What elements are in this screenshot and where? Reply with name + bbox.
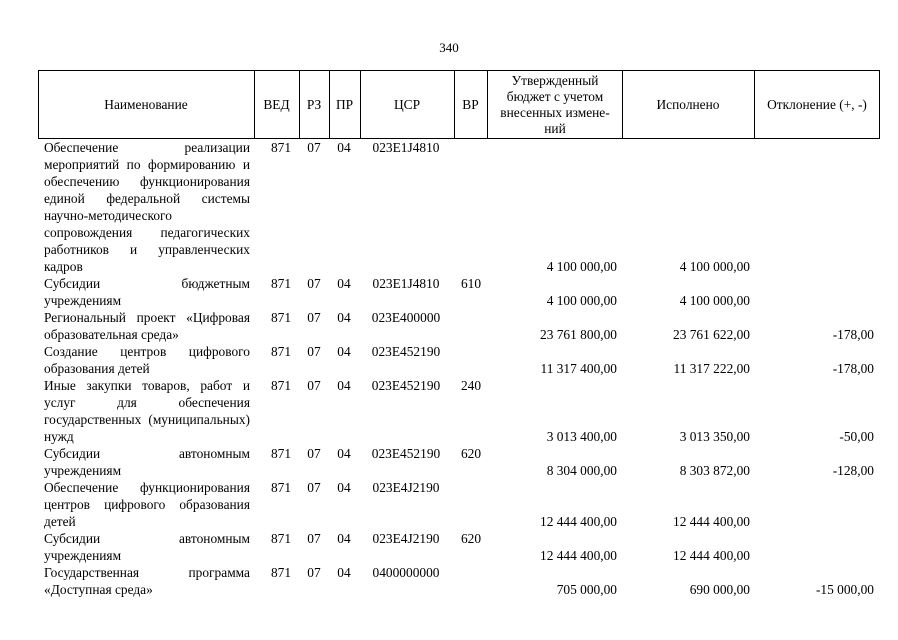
- row-executed: 23 761 622,00: [673, 327, 750, 342]
- row-pr: 04: [337, 446, 351, 461]
- row-vr: 620: [460, 446, 482, 461]
- row-deviation: -128,00: [832, 463, 874, 478]
- row-approved: 3 013 400,00: [546, 429, 617, 444]
- row-csr: 023E4J2190: [372, 531, 440, 546]
- row-pr: 04: [337, 565, 351, 580]
- row-name: Субсидии автономным учреждениям: [44, 446, 250, 478]
- header-pr: ПР: [335, 96, 354, 112]
- row-executed: 11 317 222,00: [673, 361, 750, 376]
- row-approved: 8 304 000,00: [546, 463, 617, 478]
- row-ved: 871: [270, 344, 292, 359]
- header-csr: ЦСР: [393, 96, 421, 112]
- row-deviation: -50,00: [839, 429, 874, 444]
- row-name: Государственная программа «Доступная среда»: [44, 565, 250, 597]
- row-pr: 04: [337, 276, 351, 291]
- row-rz: 07: [307, 276, 321, 291]
- row-ved: 871: [270, 531, 292, 546]
- row-approved: 11 317 400,00: [540, 361, 617, 376]
- row-pr: 04: [337, 140, 351, 155]
- table-row: [0, 343, 898, 377]
- table-row: [0, 275, 898, 309]
- row-name: Обеспечение реализации мероприятий по формированию и обеспечению функционирования единой федеральной системы научно-методического сопровождения педагогических работников и управленческих кадров: [44, 140, 250, 274]
- row-csr: 023E400000: [371, 310, 441, 325]
- row-pr: 04: [337, 531, 351, 546]
- row-executed: 690 000,00: [689, 582, 750, 597]
- row-csr: 023E452190: [371, 378, 441, 393]
- row-csr: 0400000000: [372, 565, 440, 580]
- row-vr: 610: [460, 276, 482, 291]
- row-deviation: -178,00: [832, 327, 874, 342]
- row-rz: 07: [307, 480, 321, 495]
- row-name: Субсидии автономным учреждениям: [44, 531, 250, 563]
- row-rz: 07: [307, 344, 321, 359]
- row-rz: 07: [307, 140, 321, 155]
- row-ved: 871: [270, 140, 292, 155]
- header-deviation: Отклонение (+, -): [767, 96, 867, 112]
- table-row: [0, 479, 898, 530]
- row-ved: 871: [270, 276, 292, 291]
- row-rz: 07: [307, 565, 321, 580]
- column-divider: [487, 70, 488, 139]
- row-rz: 07: [307, 446, 321, 461]
- row-rz: 07: [307, 531, 321, 546]
- row-executed: 4 100 000,00: [679, 293, 750, 308]
- table-row: [0, 564, 898, 598]
- row-approved: 12 444 400,00: [540, 514, 617, 529]
- row-name: Обеспечение функционирования центров цифрового образования детей: [44, 480, 250, 529]
- row-vr: 620: [460, 531, 482, 546]
- row-ved: 871: [270, 565, 292, 580]
- row-approved: 23 761 800,00: [540, 327, 617, 342]
- row-ved: 871: [270, 480, 292, 495]
- row-ved: 871: [270, 310, 292, 325]
- row-approved: 4 100 000,00: [546, 259, 617, 274]
- row-name: Субсидии бюджетным учреждениям: [44, 276, 250, 308]
- row-pr: 04: [337, 480, 351, 495]
- row-csr: 023E1J4810: [372, 140, 440, 155]
- row-approved: 705 000,00: [556, 582, 617, 597]
- row-csr: 023E452190: [371, 344, 441, 359]
- page-number: 340: [439, 40, 459, 55]
- row-deviation: -178,00: [832, 361, 874, 376]
- table-body: [0, 139, 898, 598]
- row-csr: 023E1J4810: [372, 276, 440, 291]
- table-row: [0, 530, 898, 564]
- row-pr: 04: [337, 378, 351, 393]
- table-row: [0, 309, 898, 343]
- header-ved: ВЕД: [263, 96, 290, 112]
- table-row: [0, 139, 898, 275]
- row-executed: 4 100 000,00: [679, 259, 750, 274]
- row-approved: 12 444 400,00: [540, 548, 617, 563]
- row-approved: 4 100 000,00: [546, 293, 617, 308]
- row-vr: 240: [460, 378, 482, 393]
- row-name: Региональный проект «Цифровая образовательная среда»: [44, 310, 250, 342]
- header-vr: ВР: [462, 96, 479, 112]
- header-rz: РЗ: [306, 96, 322, 112]
- header-approved: Утвержденный бюджет с учетом внесенных измене-ний: [500, 72, 610, 136]
- row-ved: 871: [270, 378, 292, 393]
- row-csr: 023E452190: [371, 446, 441, 461]
- row-csr: 023E4J2190: [372, 480, 440, 495]
- table-row: [0, 377, 898, 445]
- row-name: Создание центров цифрового образования детей: [44, 344, 250, 376]
- row-pr: 04: [337, 310, 351, 325]
- table-row: [0, 445, 898, 479]
- row-rz: 07: [307, 378, 321, 393]
- row-executed: 3 013 350,00: [679, 429, 750, 444]
- row-ved: 871: [270, 446, 292, 461]
- row-deviation: -15 000,00: [815, 582, 874, 597]
- header-executed: Исполнено: [656, 96, 720, 112]
- row-pr: 04: [337, 344, 351, 359]
- header-name: Наименование: [104, 96, 188, 112]
- row-executed: 8 303 872,00: [679, 463, 750, 478]
- row-executed: 12 444 400,00: [673, 514, 750, 529]
- row-rz: 07: [307, 310, 321, 325]
- row-name: Иные закупки товаров, работ и услуг для обеспечения государственных (муниципальных) нужд: [44, 378, 250, 444]
- row-executed: 12 444 400,00: [673, 548, 750, 563]
